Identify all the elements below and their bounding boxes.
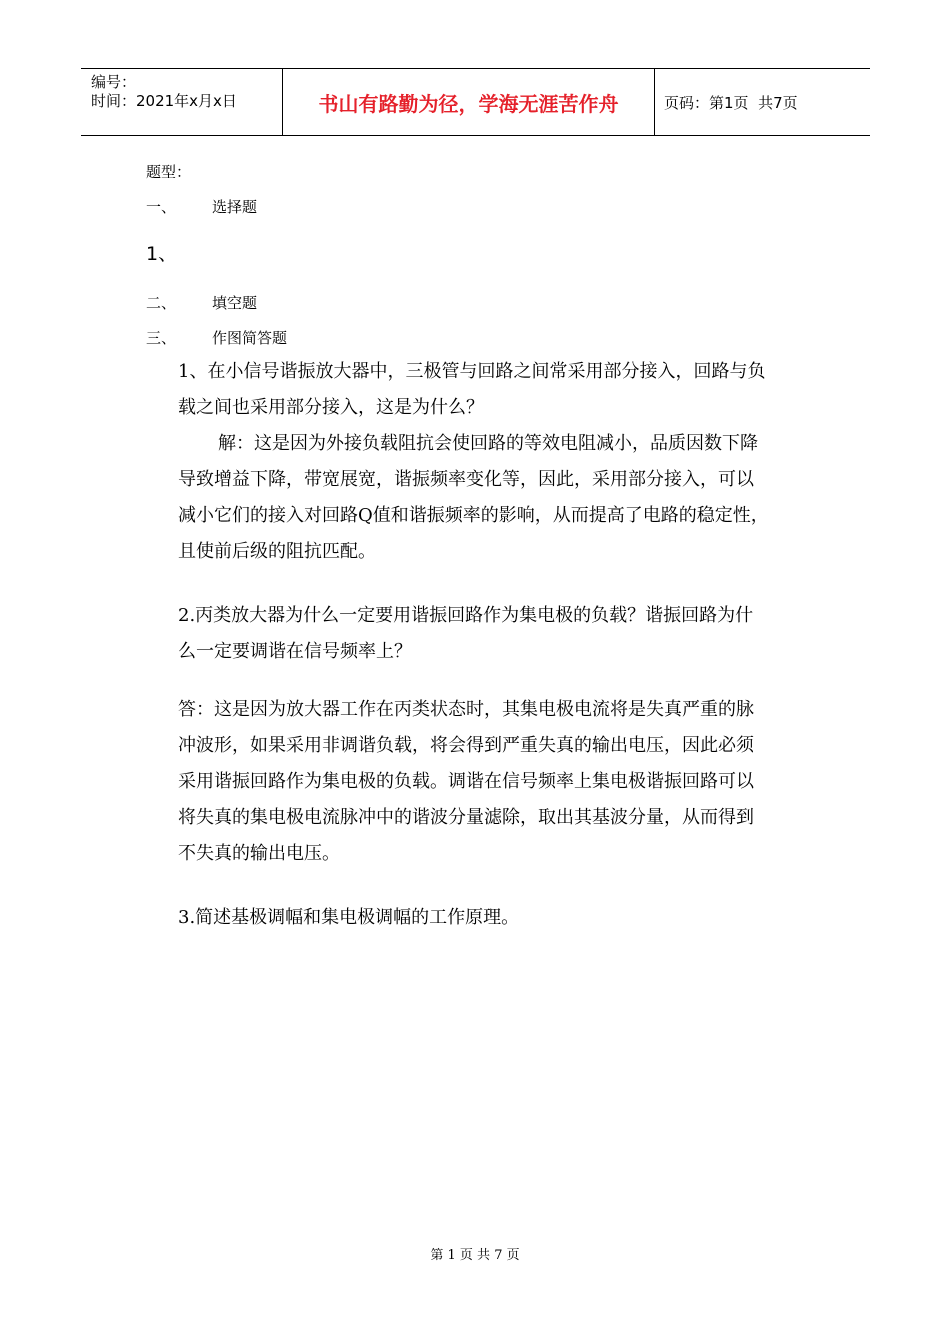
header-divider-right	[654, 69, 655, 135]
answer1	[178, 426, 769, 570]
question3	[178, 900, 519, 936]
section1-title: 选择题	[212, 198, 258, 216]
question1-line: 1、在小信号谐振放大器中，三极管与回路之间常采用部分接入，回路与负	[178, 361, 766, 382]
item1-number: 1、	[146, 243, 178, 265]
header-motto: 书山有路勤为径，学海无涯苦作舟	[318, 92, 619, 116]
section3-title: 作图简答题	[212, 329, 288, 347]
answer2-line: 将失真的集电极电流脉冲中的谐波分量滤除，取出其基波分量，从而得到	[178, 807, 754, 828]
section1-number: 一、	[146, 198, 177, 216]
header-page-info: 页码：第1页 共7页	[664, 94, 798, 112]
question2	[178, 598, 753, 670]
serial-label: 编号：	[91, 73, 137, 91]
question1-line: 载之间也采用部分接入，这是为什么？	[178, 397, 484, 418]
answer1-line: 解：这是因为外接负载阻抗会使回路的等效电阻减小，品质因数下降	[218, 433, 758, 454]
page-header	[81, 68, 870, 136]
question3-line: 3.简述基极调幅和集电极调幅的工作原理。	[178, 907, 520, 928]
answer2-line: 采用谐振回路作为集电极的负载。调谐在信号频率上集电极谐振回路可以	[178, 771, 754, 792]
question2-line: 2.丙类放大器为什么一定要用谐振回路作为集电极的负载？谐振回路为什	[178, 605, 754, 626]
date-label: 时间：2021年x月x日	[91, 92, 237, 110]
answer1-line: 导致增益下降，带宽展宽，谐振频率变化等，因此，采用部分接入，可以	[178, 469, 754, 490]
question1	[178, 354, 765, 426]
section2-title: 填空题	[212, 294, 258, 312]
section3-number: 三、	[146, 329, 177, 347]
answer1-line: 且使前后级的阻抗匹配。	[178, 541, 376, 562]
answer2-line: 冲波形，如果采用非调谐负载，将会得到严重失真的输出电压，因此必须	[178, 735, 754, 756]
answer2-line: 不失真的输出电压。	[178, 843, 340, 864]
answer2	[178, 692, 754, 872]
section2-number: 二、	[146, 294, 177, 312]
header-meta	[91, 73, 237, 111]
page-footer: 第 1 页 共 7 页	[430, 1248, 520, 1263]
answer2-line: 答：这是因为放大器工作在丙类状态时，其集电极电流将是失真严重的脉	[178, 699, 754, 720]
question2-line: 么一定要调谐在信号频率上？	[178, 641, 412, 662]
answer1-line: 减小它们的接入对回路Q值和谐振频率的影响，从而提高了电路的稳定性，	[178, 505, 769, 526]
question-types-label: 题型：	[146, 163, 192, 181]
